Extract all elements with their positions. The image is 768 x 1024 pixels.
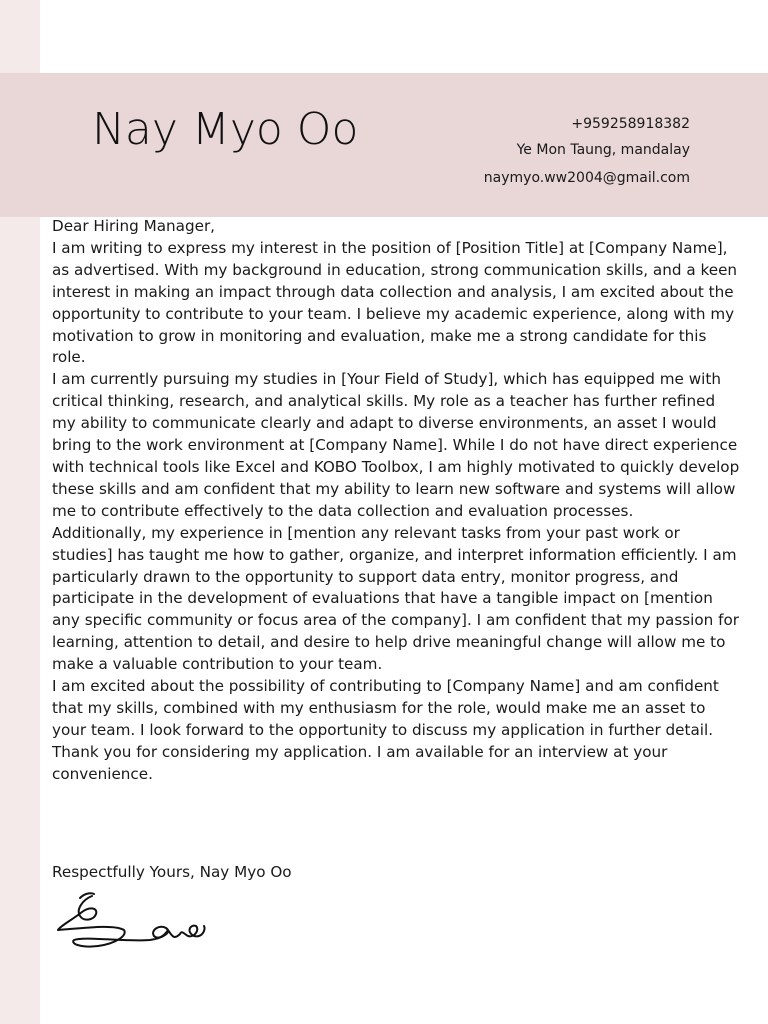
letter-paragraph-5: Thank you for considering my application. I am available for an interview at your convenience. [52,742,668,783]
applicant-name: Nay Myo Oo [92,104,359,155]
letter-paragraph-2: I am currently pursuing my studies in [Your Field of Study], which has equipped me with critical thinking, research, and analytical skills. My role as a teacher has further refined my ability to communicate clearly and adapt to diverse environments, an asset I would bring to the work environment at [Company Name]. While I do not have direct experience with technical tools like Excel and KOBO Toolbox, I am highly motivated to quickly develop these skills and am confident that my ability to learn new software and systems will allow me to contribute effectively to the data collection and evaluation processes. [52,370,740,520]
letter-paragraph-1: I am writing to express my interest in the position of [Position Title] at [Company Name], as advertised. With my background in education, strong communication skills, and a keen interest in making an impact through data collection and analysis, I am excited about the opportunity to contribute to your team. I believe my academic experience, along with my motivation to grow in monitoring and evaluation, make me a strong candidate for this role. [52,238,738,367]
contact-phone: +959258918382 [571,116,690,132]
salutation: Dear Hiring Manager, [52,217,216,235]
handwritten-signature [54,890,214,960]
closing-line: Respectfully Yours, Nay Myo Oo [52,863,292,881]
letter-paragraph-4: I am excited about the possibility of contributing to [Company Name] and am confident that my skills, combined with my enthusiasm for the role, would make me an asset to your team. I look forward to the opportunity to discuss my application in further detail. [52,677,719,739]
letter-paragraph-3: Additionally, my experience in [mention any relevant tasks from your past work or studies] has taught me how to gather, organize, and interpret information efficiently. I am particularly drawn to the opportunity to support data entry, monitor progress, and participate in the development of evaluations that have a tangible impact on [mention any specific community or focus area of the company]. I am confident that my passion for learning, attention to detail, and desire to help drive meaningful change will allow me to make a valuable contribution to your team. [52,523,740,674]
contact-email: naymyo.ww2004@gmail.com [483,170,690,186]
letter-body [52,216,742,786]
contact-address: Ye Mon Taung, mandalay [516,142,690,158]
